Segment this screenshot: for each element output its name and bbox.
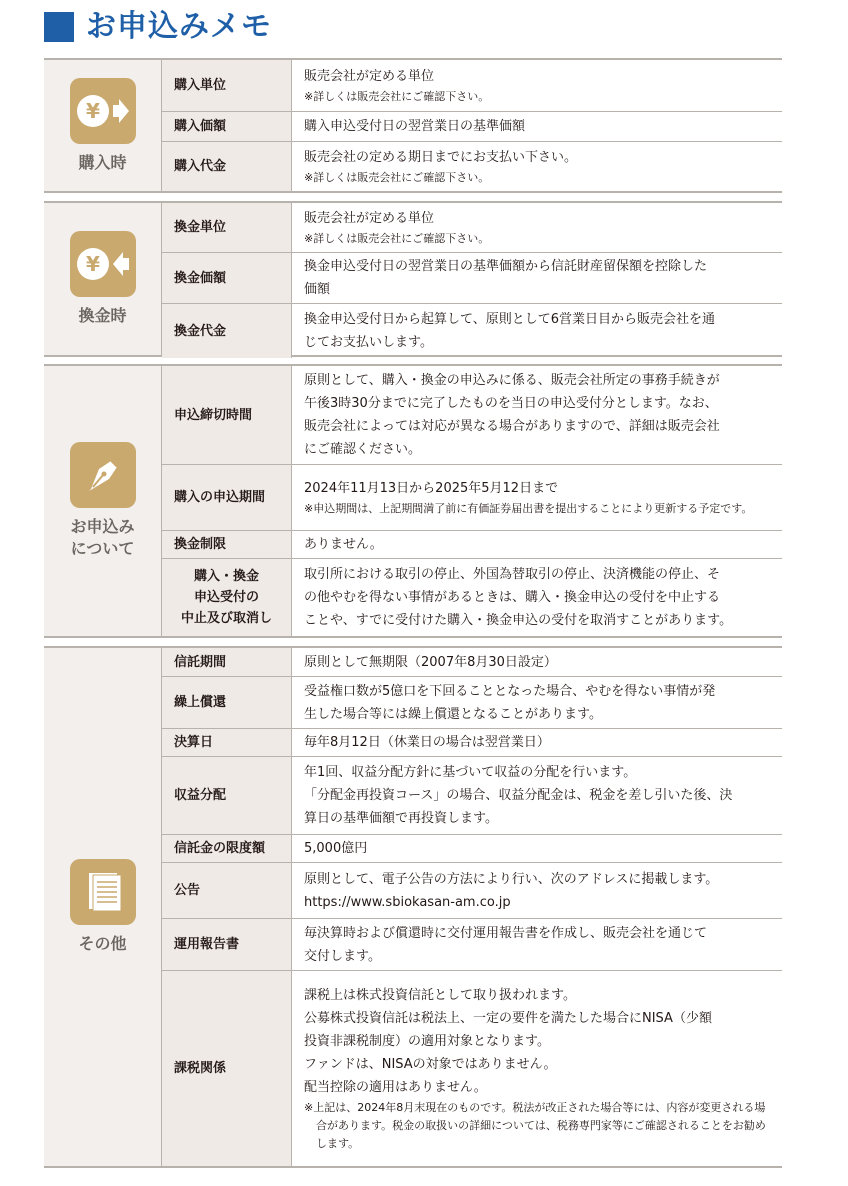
- value-line: 年1回、収益分配方針に基づいて収益の分配を行います。: [304, 765, 637, 780]
- row-label-line: 申込受付の: [193, 590, 259, 605]
- value-line: の他やむを得ない事情があるときは、購入・換金申込の受付を中止する: [304, 590, 721, 605]
- section-label-line: お申込み: [70, 517, 135, 536]
- table-row: [162, 252, 782, 303]
- value-line: 販売会社が定める単位: [304, 69, 435, 84]
- value-line: 原則として無期限（2007年8月30日設定）: [304, 654, 557, 670]
- svg-text:¥: ¥: [85, 252, 100, 276]
- section-purchase: [44, 58, 782, 193]
- svg-text:¥: ¥: [85, 98, 100, 123]
- value-line: 販売会社が定める単位: [304, 211, 435, 226]
- row-value: [292, 729, 782, 756]
- row-value: [292, 142, 782, 191]
- value-note: ※上記は、2024年8月末現在のものです。税法が改正された場合等には、内容が変更される場合があります。税金の取扱いの詳細については、税務専門家等にご確認されることをお勧めします。: [304, 1101, 766, 1150]
- value-line: 生した場合等には繰上償還となることがあります。: [304, 706, 602, 722]
- row-label: 公告: [162, 863, 292, 918]
- section-application-label: [70, 516, 134, 560]
- row-label-line: 中止及び取消し: [180, 611, 272, 626]
- value-line: 算日の基準価額で再投資します。: [304, 811, 498, 826]
- table-row: [162, 918, 782, 970]
- value-line: じてお支払いします。: [304, 335, 433, 350]
- table-row: [162, 464, 782, 530]
- row-value: [292, 559, 782, 636]
- row-label: 信託金の限度額: [162, 835, 292, 862]
- page-header: [44, 6, 272, 48]
- row-value: [292, 919, 782, 970]
- table-row: [162, 530, 782, 558]
- row-label: 決算日: [162, 729, 292, 756]
- fountain-pen-icon: [70, 442, 136, 508]
- table-row: [162, 303, 782, 358]
- row-label: 運用報告書: [162, 919, 292, 970]
- value-line: 毎決算時および償還時に交付運用報告書を作成し、販売会社を通じて: [304, 925, 708, 941]
- table-row: [162, 648, 782, 676]
- row-value: [292, 112, 782, 141]
- table-row: [162, 728, 782, 756]
- row-label: 換金制限: [162, 531, 292, 558]
- table-row: [162, 111, 782, 141]
- row-value: [292, 366, 782, 464]
- row-label: 購入単位: [162, 60, 292, 111]
- document-icon: [70, 859, 136, 925]
- section-redemption-side: [44, 203, 162, 355]
- value-line: 午後3時30分までに完了したものを当日の申込受付分とします。なお、: [304, 396, 718, 411]
- row-label: 換金価額: [162, 253, 292, 303]
- value-note: ※詳しくは販売会社にご確認下さい。: [304, 90, 490, 103]
- value-line: 投資非課税制度）の適用対象となります。: [304, 1034, 550, 1049]
- title-square-icon: [44, 12, 74, 42]
- section-purchase-side: [44, 60, 162, 191]
- value-line: ことや、すでに受付けた購入・換金申込の受付を取消すことがあります。: [304, 613, 733, 628]
- row-value: [292, 835, 782, 862]
- value-line: 換金申込受付日の翌営業日の基準価額から信託財産留保額を控除した: [304, 259, 708, 274]
- table-row: [162, 366, 782, 464]
- table-row: [162, 676, 782, 728]
- row-value: [292, 757, 782, 834]
- value-line: にご確認ください。: [304, 442, 422, 457]
- row-label: 換金代金: [162, 304, 292, 358]
- table-row: [162, 834, 782, 862]
- section-application-side: [44, 366, 162, 636]
- value-line: 2024年11月13日から2025年5月12日まで: [304, 481, 559, 496]
- value-line: 配当控除の適用はありません。: [304, 1080, 487, 1095]
- table-row: [162, 203, 782, 252]
- table-row: [162, 141, 782, 191]
- value-line: 課税上は株式投資信託として取り扱われます。: [304, 988, 576, 1003]
- row-label: 購入価額: [162, 112, 292, 141]
- row-value: [292, 648, 782, 676]
- row-label: 申込締切時間: [162, 366, 292, 464]
- row-value: [292, 253, 782, 303]
- table-row: [162, 558, 782, 636]
- row-label: 購入の申込期間: [162, 465, 292, 530]
- value-note: ※詳しくは販売会社にご確認下さい。: [304, 171, 490, 184]
- value-line: 毎年8月12日（休業日の場合は翌営業日）: [304, 735, 550, 750]
- value-line: 販売会社の定める期日までにお支払い下さい。: [304, 150, 578, 165]
- row-value: [292, 60, 782, 111]
- section-other: [44, 646, 782, 1168]
- value-line: 5,000億円: [304, 841, 368, 856]
- row-label: 収益分配: [162, 757, 292, 834]
- row-value: [292, 971, 782, 1166]
- row-label: 繰上償還: [162, 677, 292, 728]
- row-label: 信託期間: [162, 648, 292, 676]
- value-note: ※詳しくは販売会社にご確認下さい。: [304, 232, 490, 245]
- table-row: [162, 862, 782, 918]
- url-text: https://www.sbiokasan-am.co.jp: [304, 894, 511, 910]
- value-line: ありません。: [304, 537, 383, 552]
- value-line: ファンドは、NISAの対象ではありません。: [304, 1057, 557, 1072]
- value-line: 公募株式投資信託は税法上、一定の要件を満たした場合にNISA（少額: [304, 1011, 712, 1026]
- value-line: 換金申込受付日から起算して、原則として6営業日目から販売会社を通: [304, 312, 716, 327]
- section-other-side: [44, 648, 162, 1166]
- row-value: [292, 304, 782, 358]
- value-line: 交付します。: [304, 948, 381, 964]
- value-line: 販売会社によっては対応が異なる場合がありますので、詳細は販売会社: [304, 419, 720, 434]
- row-value: [292, 531, 782, 558]
- section-other-label: その他: [78, 934, 127, 953]
- table-row: [162, 756, 782, 834]
- row-label: 換金単位: [162, 203, 292, 252]
- value-line: 価額: [304, 282, 331, 297]
- page-title: お申込みメモ: [86, 9, 272, 44]
- table-row: [162, 970, 782, 1166]
- row-label: [162, 559, 292, 636]
- row-label: 課税関係: [162, 971, 292, 1166]
- row-value: [292, 465, 782, 530]
- section-purchase-label: 購入時: [78, 152, 127, 172]
- row-value: [292, 203, 782, 252]
- value-line: 取引所における取引の停止、外国為替取引の停止、決済機能の停止、そ: [304, 567, 721, 582]
- yen-arrow-in-icon: [70, 78, 136, 144]
- value-note: ※申込期間は、上記期間満了前に有価証券届出書を提出することにより更新する予定です。: [304, 502, 753, 515]
- row-value: [292, 863, 782, 918]
- row-value: [292, 677, 782, 728]
- section-application: [44, 364, 782, 638]
- value-line: 原則として、購入・換金の申込みに係る、販売会社所定の事務手続きが: [304, 373, 720, 388]
- value-line: 受益権口数が5億口を下回ることとなった場合、やむを得ない事情が発: [304, 683, 716, 699]
- value-line: 原則として、電子公告の方法により行い、次のアドレスに掲載します。: [304, 871, 719, 887]
- yen-arrow-out-icon: [70, 231, 136, 297]
- value-line: 「分配金再投資コース」の場合、収益分配金は、税金を差し引いた後、決: [304, 788, 733, 803]
- table-row: [162, 60, 782, 111]
- section-redemption-label: 換金時: [78, 306, 127, 325]
- section-redemption: [44, 201, 782, 357]
- row-label-line: 購入・換金: [193, 569, 259, 584]
- row-label: 購入代金: [162, 142, 292, 191]
- section-label-line: について: [70, 539, 135, 558]
- value-line: 購入申込受付日の翌営業日の基準価額: [304, 119, 526, 134]
